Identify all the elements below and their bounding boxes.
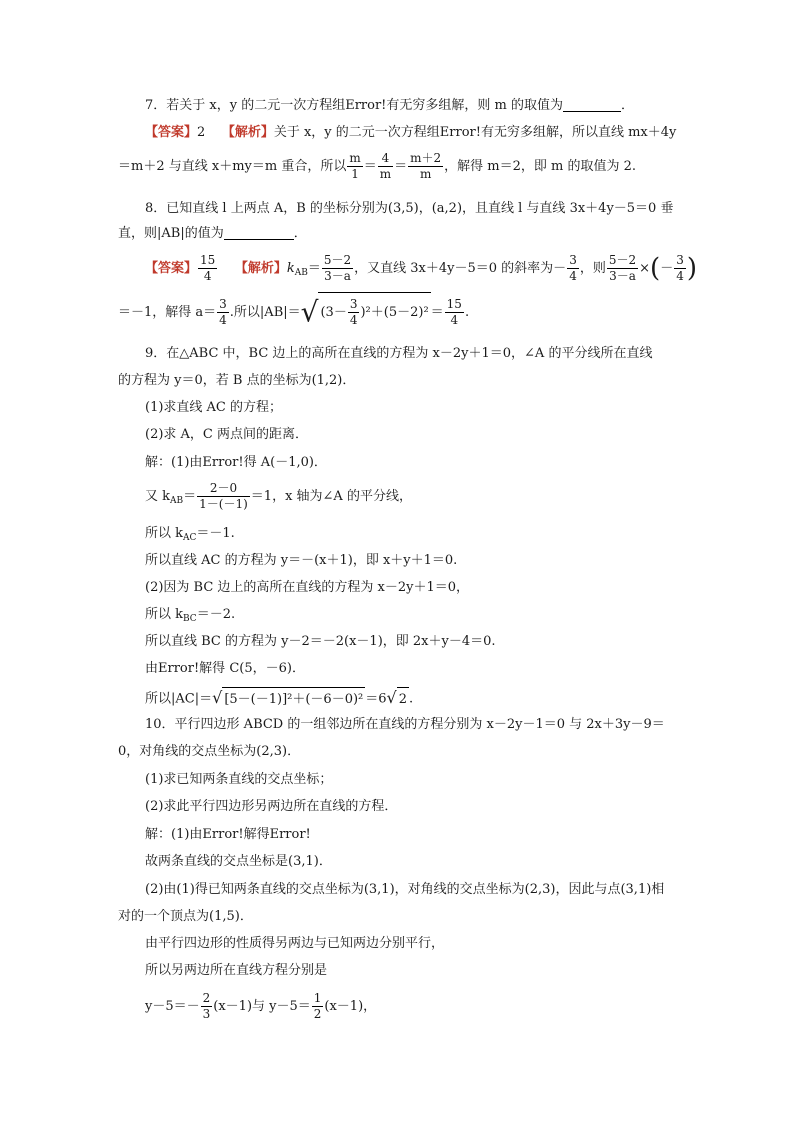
- q10-part1: (1)求已知两条直线的交点坐标；: [145, 772, 333, 787]
- q7-answer-value: 2: [197, 125, 206, 140]
- analysis-label: 【解析】: [234, 261, 287, 276]
- fraction: $\frac{2-0}{1-(-1)}$: [199, 481, 248, 511]
- q8-stem-line1: 8．已知直线 l 上两点 A，B 的坐标分别为(3,5)，(a,2)，且直线 l 与直线 3x＋4y－5＝0 垂: [145, 201, 674, 216]
- fraction: $\frac{1}{2}$: [313, 991, 322, 1021]
- q9-solution-5: (2)因为 BC 边上的高所在直线的方程为 x－2y＋1＝0，: [145, 580, 470, 595]
- q10-stem-line1: 10．平行四边形 ABCD 的一组邻边所在直线的方程分别为 x－2y－1＝0 与 2x＋3y－9＝: [145, 717, 665, 732]
- q9-solution-8: 由Error!解得 C(5，－6)．: [145, 661, 305, 676]
- q10-solution-6: 所以另两边所在直线方程分别是: [145, 963, 328, 978]
- q7-answer-line1: 【答案】2 【解析】关于 x，y 的二元一次方程组Error!有无穷多组解，所以直线 mx＋4y: [145, 125, 677, 140]
- q10-solution-4: 对的一个顶点为(1,5)．: [118, 909, 253, 924]
- q9-stem-line2: 的方程为 y＝0，若 B 点的坐标为(1,2)．: [118, 373, 356, 388]
- q10-solution-3: (2)由(1)得已知两条直线的交点坐标为(3,1)，对角线的交点坐标为(2,3)，因此与点(3,1)相: [145, 882, 665, 897]
- analysis-label: 【解析】: [221, 125, 274, 140]
- q8-answer-blank: [224, 239, 294, 240]
- sqrt-expression: √ 2: [387, 686, 409, 712]
- answer-label: 【答案】: [145, 125, 198, 140]
- q8-answer-value: $\frac{15}{4}$: [200, 253, 216, 283]
- q8-answer-line2: ＝－1，解得 a＝ $\frac{3}{4}$ .所以|AB|＝√ (3－ $\frac{3}{4}$ )²＋(5－2)² ＝ $\frac{15}{4}$ .: [118, 292, 469, 333]
- q8-stem-line2: 直，则|AB|的值为 ．: [118, 226, 307, 241]
- fraction: $\frac{3}{4}$: [349, 297, 358, 327]
- q9-solution-7: 所以直线 BC 的方程为 y－2＝－2(x－1)，即 2x＋y－4＝0.: [145, 634, 496, 649]
- q10-solution-5: 由平行四边形的性质得另两边与已知两边分别平行，: [145, 936, 445, 951]
- fraction: $\frac{3}{4}$: [676, 253, 684, 283]
- fraction: $\frac{m}{1}$: [349, 151, 361, 181]
- fraction: $\frac{2}{3}$: [202, 991, 211, 1021]
- q9-part2: (2)求 A，C 两点间的距离．: [145, 427, 309, 442]
- q7-answer-blank: [563, 111, 621, 112]
- q9-solution-9: 所以|AC|＝√ [5－(－1)]²＋(－6－0)² ＝6√ 2 .: [145, 686, 413, 712]
- q9-solution-1: 解：(1)由Error!得 A(－1,0)．: [145, 455, 327, 470]
- q10-part2: (2)求此平行四边形另两边所在直线的方程．: [145, 799, 398, 814]
- q9-solution-2: 又 $k_{AB}=$ $\frac{2-0}{1-(-1)}$ ＝1，x 轴为∠A 的平分线，: [145, 481, 412, 511]
- fraction: $\frac{5-2}{3-a}$: [323, 253, 352, 283]
- q9-solution-6: 所以 $k_{BC}=-2$.: [145, 607, 236, 624]
- q10-stem-line2: 0，对角线的交点坐标为(2,3)．: [118, 744, 301, 759]
- sqrt-expression: √ (3－ $\frac{3}{4}$ )²＋(5－2)²: [301, 292, 431, 333]
- fraction: $\frac{5-2}{3-a}$: [608, 253, 637, 283]
- fraction: $\frac{4}{m}$: [379, 151, 392, 181]
- fraction: $\frac{m+2}{m}$: [410, 151, 442, 181]
- fraction: $\frac{3}{4}$: [569, 253, 577, 283]
- q10-solution-7: y－5＝－ $\frac{2}{3}$ (x－1)与 y－5＝ $\frac{1}{2}$ (x－1)，: [145, 991, 377, 1021]
- q10-solution-2: 故两条直线的交点坐标是(3,1)．: [145, 854, 332, 869]
- q7-stem: 7．若关于 x，y 的二元一次方程组Error!有无穷多组解，则 m 的取值为 ．: [145, 98, 635, 113]
- q9-stem-line1: 9．在△ABC 中，BC 边上的高所在直线的方程为 x－2y＋1＝0，∠A 的平分线所在直线: [145, 346, 653, 361]
- answer-label: 【答案】: [145, 261, 198, 276]
- q7-answer-line2: ＝m＋2 与直线 x＋my＝m 重合，所以 $\frac{m}{1}$ ＝ $\frac{4}{m}$ ＝ $\frac{m+2}{m}$ ，解得 m＝2，即 m 的取值为 2.: [118, 151, 637, 181]
- q9-solution-3: 所以 $k_{AC}=-1$.: [145, 526, 235, 543]
- q10-solution-1: 解：(1)由Error!解得Error!: [145, 827, 311, 842]
- q9-solution-4: 所以直线 AC 的方程为 y＝－(x＋1)，即 x＋y＋1＝0.: [145, 553, 458, 568]
- fraction: $\frac{15}{4}$: [446, 297, 462, 327]
- fraction: $\frac{3}{4}$: [219, 297, 227, 327]
- q8-answer-line1: 【答案】 $\frac{15}{4}$ 【解析】$k_{AB}=$ $\frac{5-2}{3-a}$ ，又直线 3x＋4y－5＝0 的斜率为－ $\frac{3}{4}$ ，则 $\frac{5-2}{3-a}$ ×(－ $\frac{3}{4}$ ): [145, 253, 697, 284]
- q9-part1: (1)求直线 AC 的方程；: [145, 400, 283, 415]
- sqrt-expression: √ [5－(－1)]²＋(－6－0)²: [212, 686, 365, 712]
